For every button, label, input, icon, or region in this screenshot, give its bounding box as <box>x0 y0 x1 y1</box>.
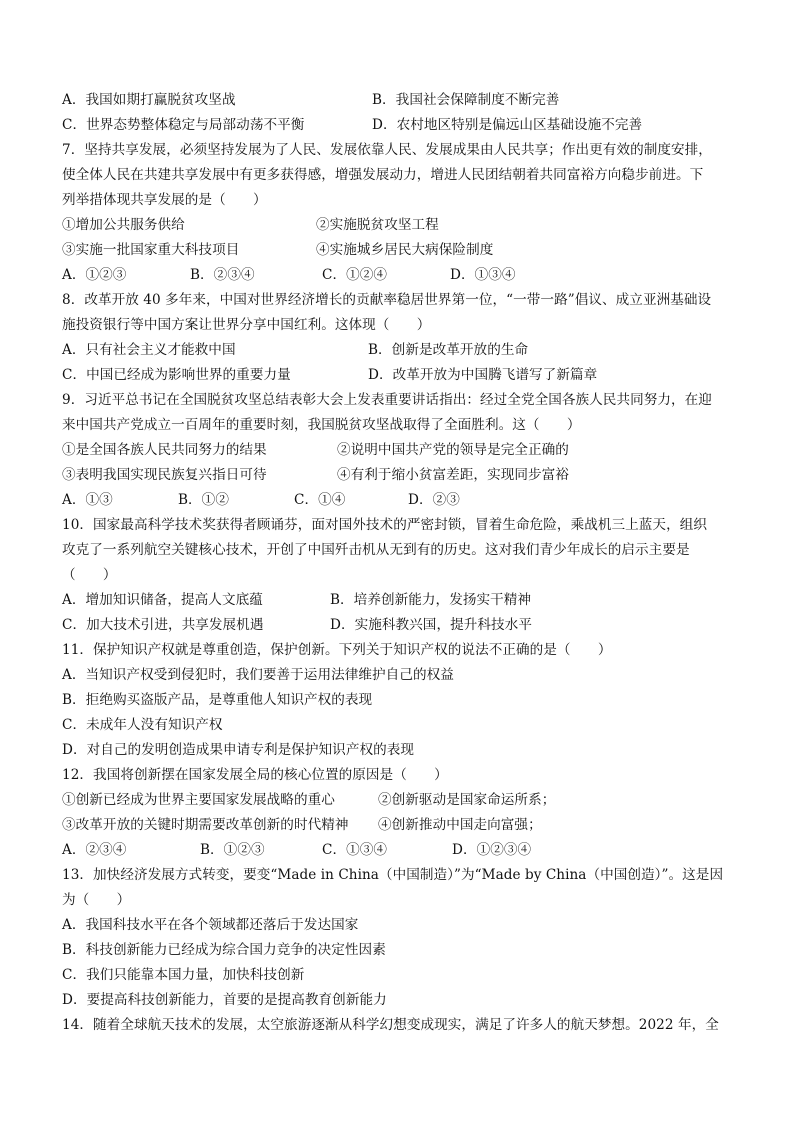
q11-option-c: C．未成年人没有知识产权 <box>62 717 223 733</box>
q13-option-d: D．要提高科技创新能力，首要的是提高教育创新能力 <box>62 992 387 1008</box>
q12-stem: 12．我国将创新摆在国家发展全局的核心位置的原因是（ ） <box>62 767 448 783</box>
q8-stem-line-1: 8．改革开放 40 多年来，中国对世界经济增长的贡献率稳居世界第一位，“一带一路”倡议、成立亚洲基础设 <box>62 292 712 308</box>
q8-option-c: C．中国已经成为影响世界的重要力量 <box>62 367 291 383</box>
q14-stem-line-1: 14．随着全球航天技术的发展，太空旅游逐渐从科学幻想变成现实，满足了许多人的航天梦想。2022 年，全 <box>62 1017 719 1033</box>
q12-option-a: A．②③④ <box>62 842 127 858</box>
q7-stem-line-1: 7．坚持共享发展，必须坚持发展为了人民、发展依靠人民、发展成果由人民共享；作出更有效的制度安排， <box>62 142 712 158</box>
q6-option-b: B．我国社会保障制度不断完善 <box>372 92 560 108</box>
q7-option-b: B．②③④ <box>190 267 255 283</box>
q7-stem-line-2: 使全体人民在共建共享发展中有更多获得感，增强发展动力，增进人民团结朝着共同富裕方向稳步前进。下 <box>62 167 704 183</box>
q12-statement-4: ④创新推动中国走向富强； <box>378 817 542 833</box>
q13-stem-line-2: 为（ ） <box>62 892 131 908</box>
q8-option-a: A．只有社会主义才能救中国 <box>62 342 236 358</box>
q6-option-d: D．农村地区特别是偏远山区基础设施不完善 <box>372 117 643 133</box>
q13-stem-line-1: 13．加快经济发展方式转变，要变“Made in China（中国制造）”为“Made by China（中国创造）”。这是因 <box>62 867 724 883</box>
q9-option-c: C．①④ <box>294 492 346 508</box>
q9-statement-2: ②说明中国共产党的领导是完全正确的 <box>337 442 569 458</box>
q8-option-d: D．改革开放为中国腾飞谱写了新篇章 <box>368 367 598 383</box>
q12-statement-1: ①创新已经成为世界主要国家发展战略的重心 <box>62 792 335 808</box>
q9-option-d: D．②③ <box>408 492 460 508</box>
q11-stem: 11．保护知识产权就是尊重创造，保护创新。下列关于知识产权的说法不正确的是（ ） <box>62 642 612 658</box>
q7-option-d: D．①③④ <box>450 267 516 283</box>
q10-option-d: D．实施科教兴国，提升科技水平 <box>330 617 532 633</box>
q8-option-b: B．创新是改革开放的生命 <box>368 342 529 358</box>
q7-option-a: A．①②③ <box>62 267 127 283</box>
q9-statement-1: ①是全国各族人民共同努力的结果 <box>62 442 267 458</box>
q6-option-c: C．世界态势整体稳定与局部动荡不平衡 <box>62 117 305 133</box>
q12-option-c: C．①③④ <box>322 842 388 858</box>
q7-statement-4: ④实施城乡居民大病保险制度 <box>316 242 494 258</box>
q13-option-c: C．我们只能靠本国力量，加快科技创新 <box>62 967 305 983</box>
q12-option-b: B．①②③ <box>200 842 265 858</box>
q9-statement-3: ③表明我国实现民族复兴指日可待 <box>62 467 267 483</box>
q9-statement-4: ④有利于缩小贫富差距，实现同步富裕 <box>337 467 569 483</box>
q10-option-a: A．增加知识储备，提高人文底蕴 <box>62 592 263 608</box>
q12-option-d: D．①②③④ <box>452 842 532 858</box>
q9-stem-line-1: 9．习近平总书记在全国脱贫攻坚总结表彰大会上发表重要讲话指出：经过全党全国各族人民共同努力，在迎 <box>62 392 712 408</box>
q11-option-b: B．拒绝购买盗版产品，是尊重他人知识产权的表现 <box>62 692 373 708</box>
q12-statement-2: ②创新驱动是国家命运所系； <box>378 792 556 808</box>
q7-stem-line-3: 列举措体现共享发展的是（ ） <box>62 192 267 208</box>
q10-option-b: B．培养创新能力，发扬实干精神 <box>330 592 532 608</box>
q10-stem-line-1: 10．国家最高科学技术奖获得者顾诵芬，面对国外技术的严密封锁，冒着生命危险，乘战机三上蓝天，组织 <box>62 517 708 533</box>
q11-option-d: D．对自己的发明创造成果申请专利是保护知识产权的表现 <box>62 742 415 758</box>
q6-option-a: A．我国如期打赢脱贫攻坚战 <box>62 92 236 108</box>
q13-option-b: B．科技创新能力已经成为综合国力竞争的决定性因素 <box>62 942 386 958</box>
q9-stem-line-2: 来中国共产党成立一百周年的重要时刻，我国脱贫攻坚战取得了全面胜利。这（ ） <box>62 417 581 433</box>
q13-option-a: A．我国科技水平在各个领域都还落后于发达国家 <box>62 917 359 933</box>
q11-option-a: A．当知识产权受到侵犯时，我们要善于运用法律维护自己的权益 <box>62 667 454 683</box>
q9-option-b: B．①② <box>178 492 229 508</box>
q7-statement-3: ③实施一批国家重大科技项目 <box>62 242 240 258</box>
q7-statement-2: ②实施脱贫攻坚工程 <box>316 217 439 233</box>
q7-option-c: C．①②④ <box>322 267 388 283</box>
q8-stem-line-2: 施投资银行等中国方案让世界分享中国红利。这体现（ ） <box>62 317 431 333</box>
q12-statement-3: ③改革开放的关键时期需要改革创新的时代精神 <box>62 817 349 833</box>
q7-statement-1: ①增加公共服务供给 <box>62 217 185 233</box>
q10-stem-line-2: 攻克了一系列航空关键核心技术，开创了中国歼击机从无到有的历史。这对我们青少年成长的启示主要是 <box>62 542 690 558</box>
q10-option-c: C．加大技术引进，共享发展机遇 <box>62 617 264 633</box>
q9-option-a: A．①③ <box>62 492 113 508</box>
q10-stem-line-3: （ ） <box>62 567 117 583</box>
